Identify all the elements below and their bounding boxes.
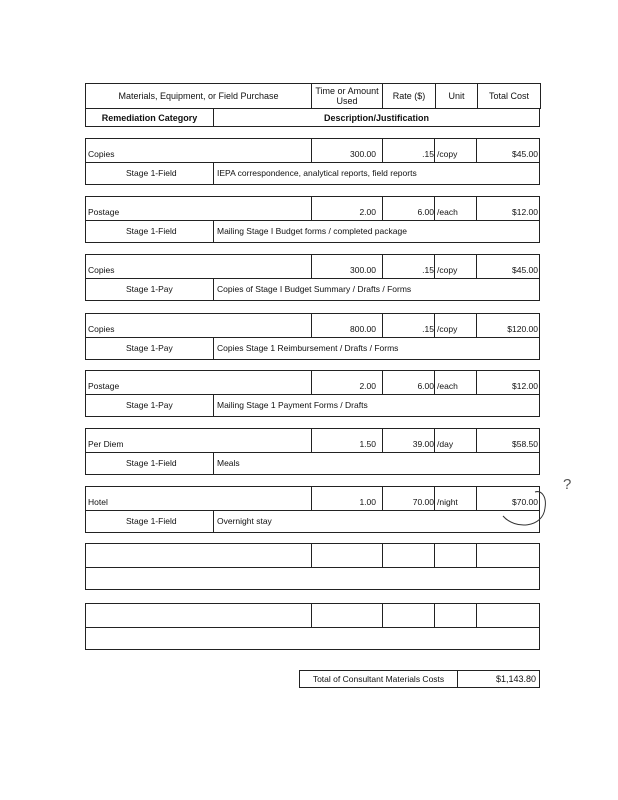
handwritten-circle	[495, 468, 585, 538]
total-label: Total of Consultant Materials Costs	[300, 671, 458, 687]
entry-description: IEPA correspondence, analytical reports, field reports	[217, 168, 417, 178]
entry-rate: .15	[422, 149, 434, 159]
entry-cost: $45.00	[512, 149, 538, 159]
materials-form	[85, 83, 540, 127]
handwritten-question-mark: ?	[563, 476, 572, 493]
entry-description: Meals	[217, 458, 240, 468]
entry-cost: $12.00	[512, 207, 538, 217]
entry-row	[85, 370, 540, 417]
entry-category: Stage 1-Field	[126, 458, 177, 468]
entry-row	[85, 428, 540, 475]
header-unit: Unit	[436, 84, 478, 109]
entry-rate: 39.00	[412, 439, 434, 449]
entry-item: Copies	[88, 149, 115, 159]
entry-rate: 6.00	[417, 381, 434, 391]
subheader-row	[85, 109, 540, 127]
entry-row	[85, 254, 540, 301]
entry-unit: /copy	[437, 324, 458, 334]
entry-unit: /each	[437, 207, 458, 217]
entry-row	[85, 313, 540, 360]
entry-quantity: 300.00	[350, 265, 376, 275]
entry-rate: .15	[422, 265, 434, 275]
header-rate: Rate ($)	[383, 84, 436, 109]
entry-cost: $120.00	[507, 324, 538, 334]
entry-description: Mailing Stage 1 Payment Forms / Drafts	[217, 400, 368, 410]
entry-unit: /copy	[437, 149, 458, 159]
entry-cost: $45.00	[512, 265, 538, 275]
entry-category: Stage 1-Pay	[126, 400, 173, 410]
entry-unit: /copy	[437, 265, 458, 275]
entry-quantity: 1.50	[359, 439, 376, 449]
entry-description: Copies Stage 1 Reimbursement / Drafts / Forms	[217, 343, 399, 353]
entry-item: Hotel	[88, 497, 108, 507]
entry-category: Stage 1-Field	[126, 168, 177, 178]
header-description: Description/Justification	[323, 112, 430, 123]
entry-quantity: 2.00	[359, 381, 376, 391]
entry-cost: $70.00	[512, 497, 538, 507]
entry-item: Copies	[88, 324, 115, 334]
entry-quantity: 2.00	[359, 207, 376, 217]
header-cost: Total Cost	[478, 84, 541, 109]
header-time: Time or Amount Used	[312, 84, 383, 109]
entry-cost: $58.50	[512, 439, 538, 449]
total-row	[299, 670, 540, 688]
entry-row	[85, 486, 540, 533]
header-table	[85, 83, 541, 109]
blank-row	[85, 603, 540, 650]
entry-quantity: 800.00	[350, 324, 376, 334]
entry-rate: .15	[422, 324, 434, 334]
entry-category: Stage 1-Pay	[126, 343, 173, 353]
entry-item: Postage	[88, 381, 120, 391]
entry-unit: /night	[437, 497, 458, 507]
entry-description: Overnight stay	[217, 516, 272, 526]
entry-category: Stage 1-Pay	[126, 284, 173, 294]
entry-row	[85, 196, 540, 243]
entry-item: Per Diem	[88, 439, 124, 449]
entry-category: Stage 1-Field	[126, 516, 177, 526]
entry-unit: /each	[437, 381, 458, 391]
entry-description: Copies of Stage I Budget Summary / Drafts / Forms	[217, 284, 412, 294]
blank-row	[85, 543, 540, 590]
entry-rate: 6.00	[417, 207, 434, 217]
entry-quantity: 1.00	[359, 497, 376, 507]
entry-cost: $12.00	[512, 381, 538, 391]
entry-unit: /day	[437, 439, 454, 449]
entry-description: Mailing Stage I Budget forms / completed package	[217, 226, 407, 236]
header-item: Materials, Equipment, or Field Purchase	[86, 84, 312, 109]
entry-rate: 70.00	[412, 497, 434, 507]
entry-item: Copies	[88, 265, 115, 275]
header-category: Remediation Category	[86, 109, 214, 126]
entry-item: Postage	[88, 207, 120, 217]
entry-quantity: 300.00	[350, 149, 376, 159]
total-value: $1,143.80	[495, 674, 536, 684]
entry-row	[85, 138, 540, 185]
entry-category: Stage 1-Field	[126, 226, 177, 236]
